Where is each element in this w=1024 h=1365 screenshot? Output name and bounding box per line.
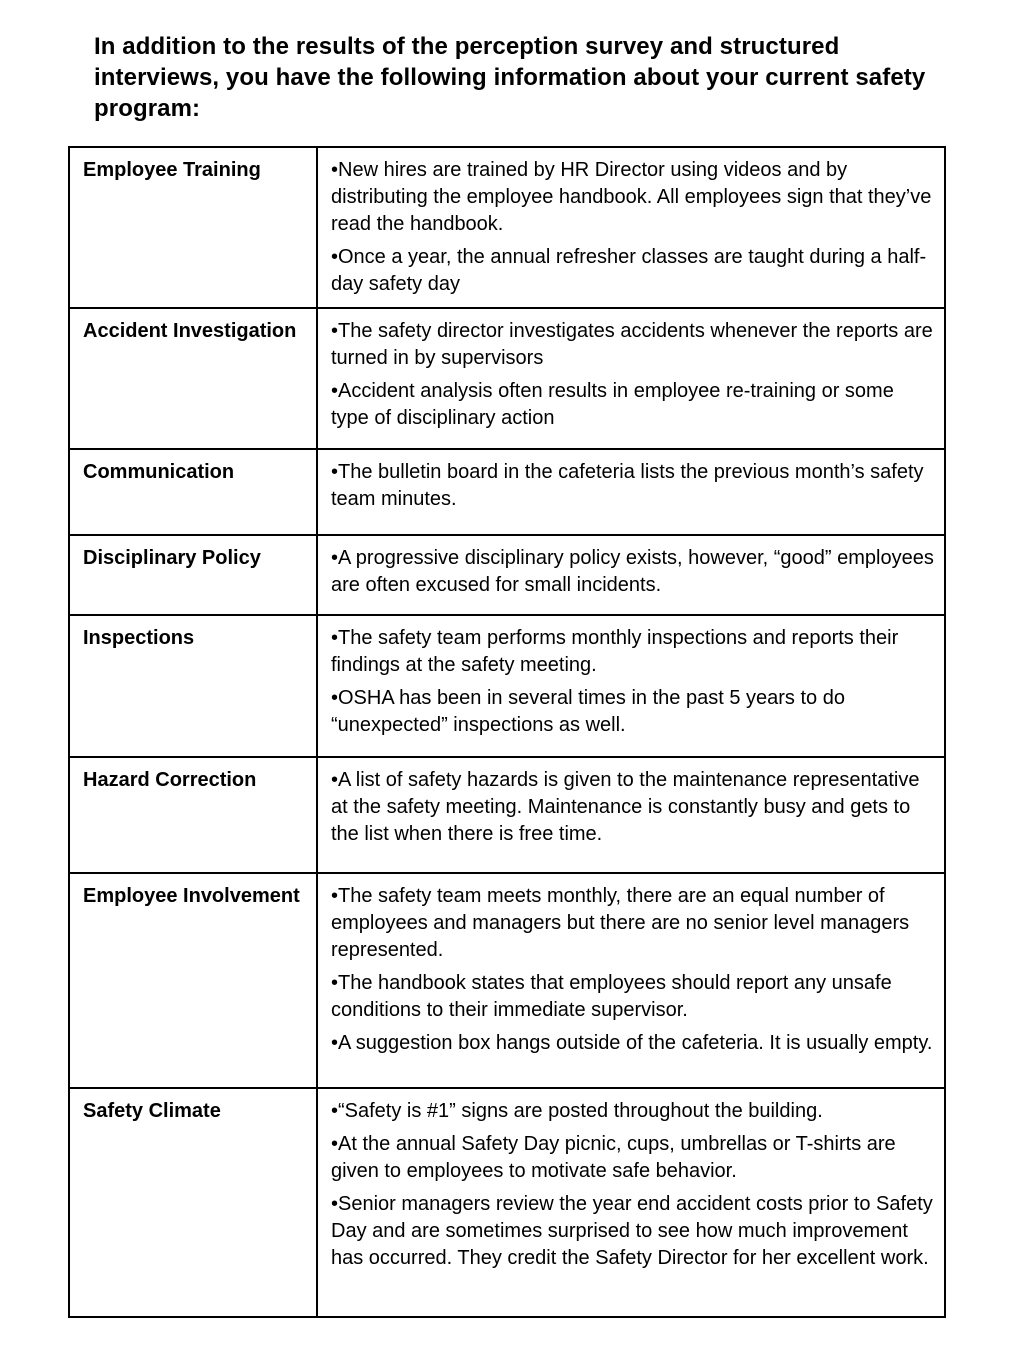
detail-item: •OSHA has been in several times in the past 5 years to do “unexpected” inspections as well. (331, 687, 845, 736)
detail-item: •The safety team meets monthly, there are an equal number of employees and managers but there are no senior level managers represented. (331, 885, 910, 961)
table-row-accident-investigation (69, 308, 945, 449)
row-details (317, 615, 945, 757)
row-label: Accident Investigation (69, 308, 317, 449)
detail-item: •The handbook states that employees should report any unsafe conditions to their immediate supervisor. (331, 972, 892, 1021)
page-heading: In addition to the results of the perception survey and structured interviews, you have the following information about your current safety program: (94, 33, 926, 122)
detail-item: •A progressive disciplinary policy exists, however, “good” employees are often excused for small incidents. (331, 547, 934, 596)
table-row-employee-training (69, 147, 945, 308)
row-details (317, 535, 945, 615)
row-details (317, 308, 945, 449)
row-label: Employee Training (69, 147, 317, 308)
detail-item: •The safety team performs monthly inspections and reports their findings at the safety meeting. (331, 627, 899, 676)
table-row-disciplinary-policy (69, 535, 945, 615)
detail-item: •“Safety is #1” signs are posted throughout the building. (331, 1100, 823, 1122)
row-label: Disciplinary Policy (69, 535, 317, 615)
detail-item: •Once a year, the annual refresher classes are taught during a half-day safety day (331, 246, 927, 295)
row-label: Communication (69, 449, 317, 535)
detail-item: •At the annual Safety Day picnic, cups, umbrellas or T-shirts are given to employees to motivate safe behavior. (331, 1133, 896, 1182)
row-details (317, 449, 945, 535)
row-details (317, 757, 945, 873)
table-row-safety-climate (69, 1088, 945, 1317)
detail-item: •Senior managers review the year end accident costs prior to Safety Day and are sometimes surprised to see how much improvement has occurred. They credit the Safety Director for her excellent work. (331, 1193, 933, 1269)
row-details (317, 873, 945, 1088)
table-row-inspections (69, 615, 945, 757)
detail-item: •The safety director investigates accidents whenever the reports are turned in by supervisors (331, 320, 933, 369)
detail-item: •The bulletin board in the cafeteria lists the previous month’s safety team minutes. (331, 461, 924, 510)
table-row-employee-involvement (69, 873, 945, 1088)
row-details (317, 1088, 945, 1317)
row-label: Inspections (69, 615, 317, 757)
row-label: Hazard Correction (69, 757, 317, 873)
row-label: Employee Involvement (69, 873, 317, 1088)
detail-item: •A suggestion box hangs outside of the cafeteria. It is usually empty. (331, 1032, 933, 1054)
detail-item: •Accident analysis often results in employee re-training or some type of disciplinary action (331, 380, 894, 429)
safety-program-table (68, 146, 946, 1318)
detail-item: •New hires are trained by HR Director using videos and by distributing the employee handbook. All employees sign that they’ve read the handbook. (331, 159, 932, 235)
row-label: Safety Climate (69, 1088, 317, 1317)
table-row-communication (69, 449, 945, 535)
table-row-hazard-correction (69, 757, 945, 873)
row-details (317, 147, 945, 308)
detail-item: •A list of safety hazards is given to the maintenance representative at the safety meeting. Maintenance is constantly busy and gets to the list when there is free time. (331, 769, 920, 845)
